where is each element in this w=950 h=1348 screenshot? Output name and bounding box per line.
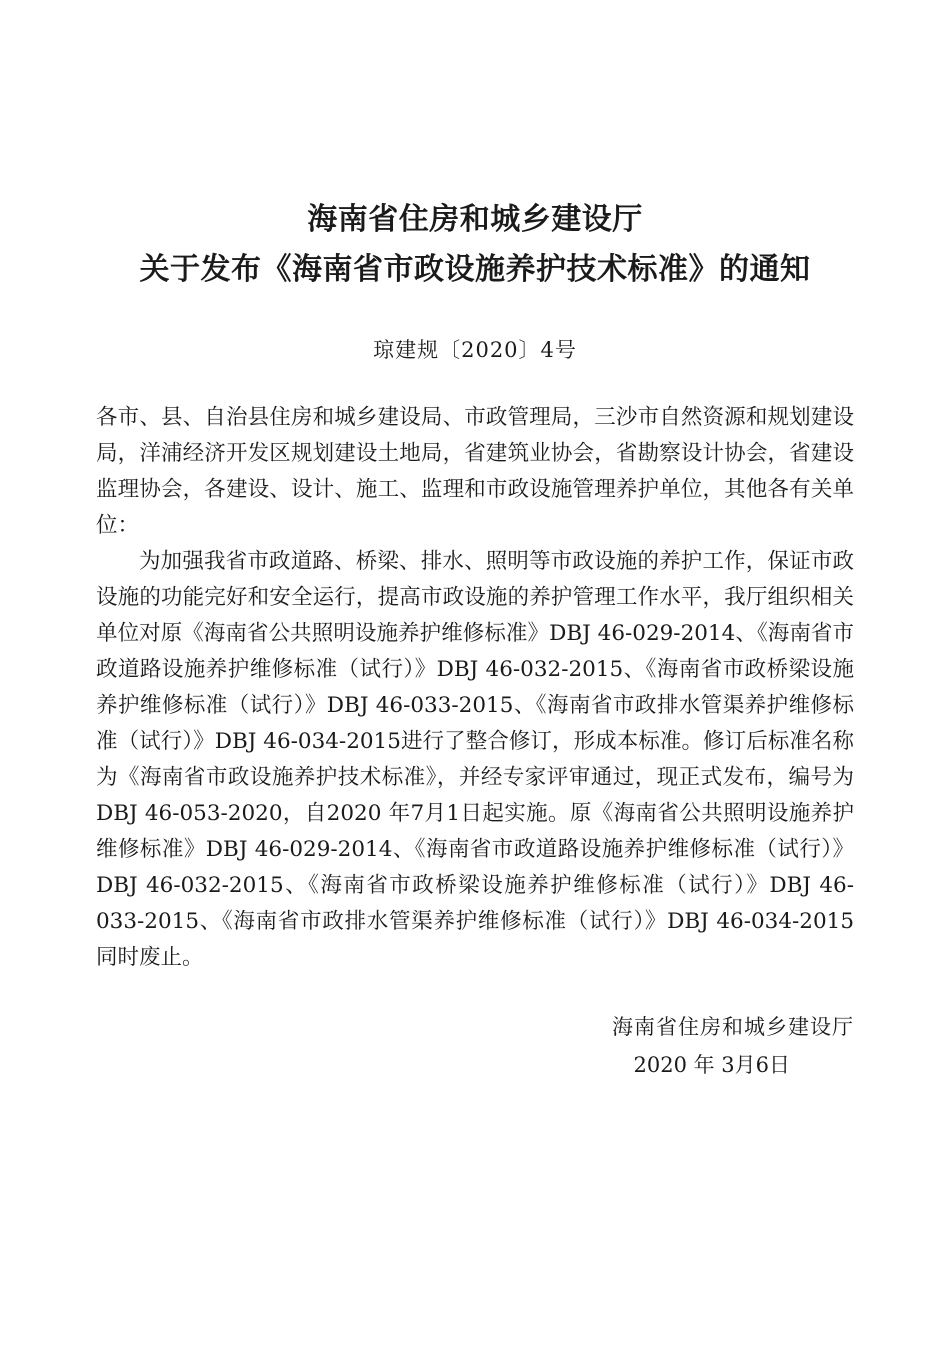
title-line-1: 海南省住房和城乡建设厅: [307, 202, 643, 237]
body-paragraph: 为加强我省市政道路、桥梁、排水、照明等市政设施的养护工作，保证市政设施的功能完好和安全运行，提高市政设施的养护管理工作水平，我厅组织相关单位对原《海南省公共照明设施养护维修标准》DBJ 46-029-2014、《海南省市政道路设施养护维修标准（试行）》DBJ 46-032-2015、《海南省市政桥梁设施养护维修标准（试行）》DBJ 46-033-2015、《海南省市政排水管渠养护维修标准（试行）》DBJ 46-034-2015进行了整合修订，形成本标准。修订后标准名称为《海南省市政设施养护技术标准》，并经专家评审通过，现正式发布，编号为DBJ 46-053-2020，自2020 年7月1日起实施。原《海南省公共照明设施养护维修标准》DBJ 46-029-2014、《海南省市政道路设施养护维修标准（试行）》DBJ 46-032-2015、《海南省市政桥梁设施养护维修标准（试行）》DBJ 46-033-2015、《海南省市政排水管渠养护维修标准（试行）》DBJ 46-034-2015同时废止。: [96, 549, 854, 970]
issue-date: 2020 年 3月6日: [633, 1053, 790, 1077]
addressee-paragraph: 各市、县、自治县住房和城乡建设局、市政管理局，三沙市自然资源和规划建设局，洋浦经济开发区规划建设土地局，省建筑业协会，省勘察设计协会，省建设监理协会，各建设、设计、施工、监理和市政设施管理养护单位，其他各有关单位：: [96, 405, 854, 538]
issuer-signature: 海南省住房和城乡建设厅: [612, 1015, 854, 1039]
document-number: 琼建规〔2020〕4号: [373, 338, 577, 362]
title-line-2: 关于发布《海南省市政设施养护技术标准》的通知: [139, 252, 811, 287]
